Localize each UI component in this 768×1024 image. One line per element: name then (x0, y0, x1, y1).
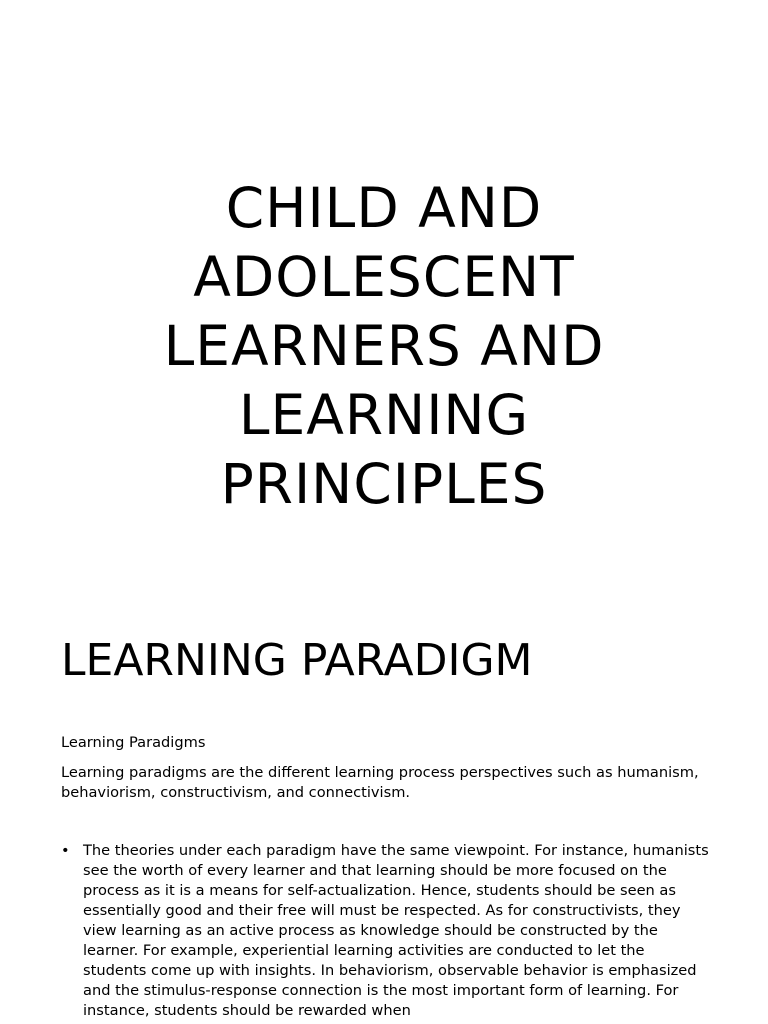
bullet-item (61, 841, 711, 1021)
bullet-icon: • (61, 842, 70, 859)
section-content (61, 733, 711, 1021)
sub-label: Learning Paradigms (61, 734, 206, 751)
bullet-text: The theories under each paradigm have the same viewpoint. For instance, humanists see the worth of every learner and that learning should be more focused on the process as it is a means for self-actualization. Hence, students should be seen as essentially good and their free will must be respected. As for constructivists, they view learning as an active process as knowledge should be constructed by the learner. For example, experiential learning activities are conducted to let the students come up with insights. In behaviorism, observable behavior is emphasized and the stimulus-response connection is the most important form of learning. For instance, students should be rewarded when (83, 842, 709, 1019)
definition-paragraph: Learning paradigms are the different learning process perspectives such as humanism, behaviorism, constructivism, and connectivism. (61, 764, 699, 801)
slide-title: CHILD AND ADOLESCENT LEARNERS AND LEARNING PRINCIPLES (163, 176, 605, 516)
section-heading: LEARNING PARADIGM (61, 635, 533, 686)
bullet-list (61, 841, 711, 1021)
